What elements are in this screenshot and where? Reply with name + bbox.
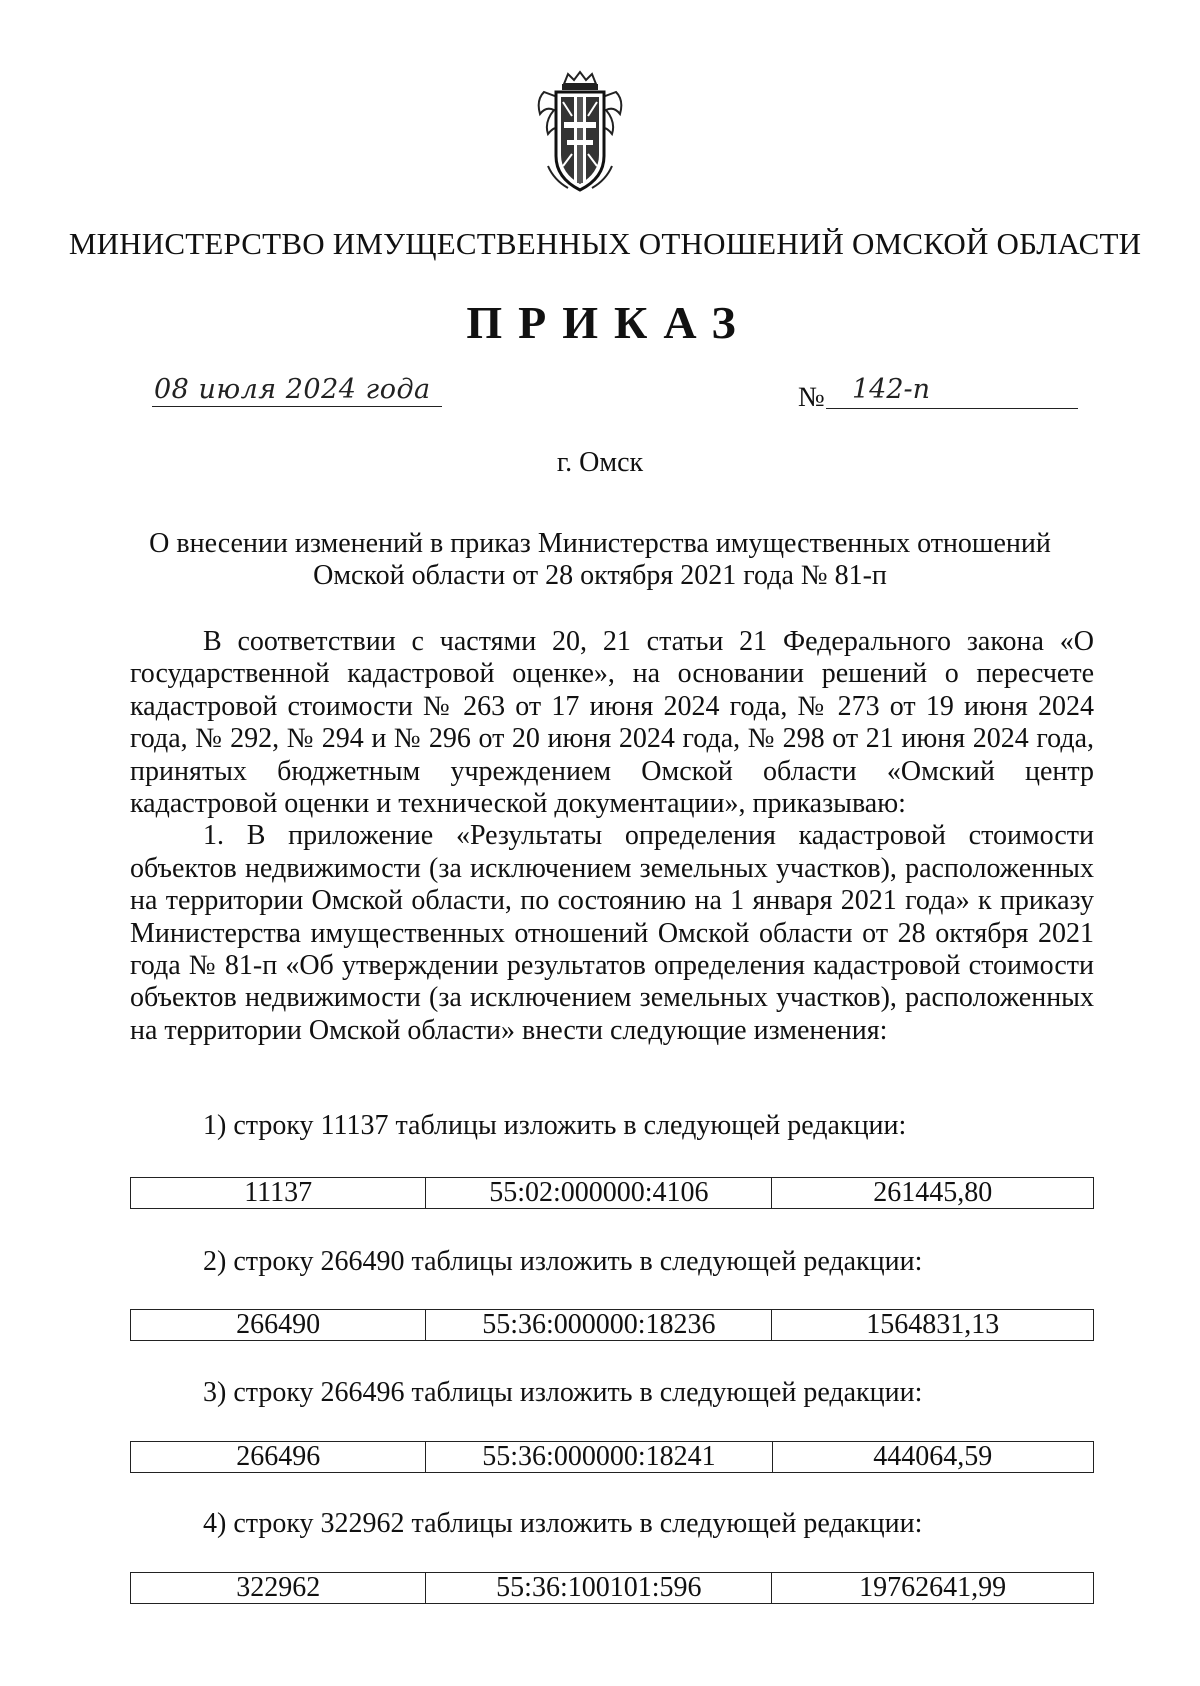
table-row bbox=[131, 1573, 1094, 1604]
table-cell-cadastral-number: 55:36:000000:18241 bbox=[426, 1442, 772, 1473]
preamble-paragraph: В соответствии с частями 20, 21 статьи 21 Федерального закона «О государственной кадастровой оценке», на основании решений о пересчете кадастровой стоимости № 263 от 17 июня 2024 года, № 273 от 19 июня 2024 года, № 292, № 294 и № 296 от 20 июня 2024 года, № 298 от 21 июня 2024 года, принятых бюджетным учреждением Омской области «Омский центр кадастровой оценки и технической документации», приказываю: bbox=[130, 626, 1094, 820]
replacement-row-table bbox=[130, 1177, 1094, 1209]
table-cell-cadastral-number: 55:36:000000:18236 bbox=[426, 1310, 772, 1341]
change-heading: 3) строку 266496 таблицы изложить в следующей редакции: bbox=[203, 1377, 923, 1408]
coat-of-arms-icon bbox=[534, 70, 626, 196]
ministry-name: МИНИСТЕРСТВО ИМУЩЕСТВЕННЫХ ОТНОШЕНИЙ ОМСКОЙ ОБЛАСТИ bbox=[68, 226, 1142, 261]
table-cell-cadastral-value: 1564831,13 bbox=[772, 1310, 1094, 1341]
table-cell-row-number: 11137 bbox=[131, 1178, 426, 1209]
replacement-row-table bbox=[130, 1572, 1094, 1604]
document-subject bbox=[130, 528, 1070, 592]
subject-line: О внесении изменений в приказ Министерства имущественных отношений bbox=[149, 528, 1051, 559]
subject-line: Омской области от 28 октября 2021 года № 81-п bbox=[313, 560, 887, 591]
table-cell-cadastral-value: 19762641,99 bbox=[772, 1573, 1094, 1604]
city-name: г. Омск bbox=[556, 447, 644, 478]
handwritten-date: 08 июля 2024 года bbox=[152, 374, 442, 407]
table-cell-row-number: 266496 bbox=[131, 1442, 426, 1473]
document-body bbox=[130, 626, 1094, 1047]
item-1-paragraph: 1. В приложение «Результаты определения кадастровой стоимости объектов недвижимости (за исключением земельных участков), расположенных на территории Омской области, по состоянию на 1 января 2021 года» к приказу Министерства имущественных отношений Омской области от 28 октября 2021 года № 81-п «Об утверждении результатов определения кадастровой стоимости объектов недвижимости (за исключением земельных участков), расположенных на территории Омской области» внести следующие изменения: bbox=[130, 820, 1094, 1046]
number-label: № bbox=[798, 382, 825, 413]
table-row bbox=[131, 1178, 1094, 1209]
table-cell-row-number: 266490 bbox=[131, 1310, 426, 1341]
table-cell-cadastral-number: 55:36:100101:596 bbox=[426, 1573, 772, 1604]
change-heading: 2) строку 266490 таблицы изложить в следующей редакции: bbox=[203, 1246, 923, 1277]
change-heading: 4) строку 322962 таблицы изложить в следующей редакции: bbox=[203, 1508, 923, 1539]
change-heading: 1) строку 11137 таблицы изложить в следующей редакции: bbox=[203, 1110, 907, 1141]
table-cell-cadastral-number: 55:02:000000:4106 bbox=[426, 1178, 772, 1209]
table-row bbox=[131, 1310, 1094, 1341]
handwritten-number: 142-п bbox=[852, 374, 931, 405]
replacement-row-table bbox=[130, 1309, 1094, 1341]
table-cell-cadastral-value: 444064,59 bbox=[772, 1442, 1093, 1473]
document-type-title: ПРИКАЗ bbox=[466, 297, 752, 348]
table-cell-row-number: 322962 bbox=[131, 1573, 426, 1604]
replacement-row-table bbox=[130, 1441, 1094, 1473]
table-row bbox=[131, 1442, 1094, 1473]
table-cell-cadastral-value: 261445,80 bbox=[772, 1178, 1094, 1209]
number-underline bbox=[826, 408, 1078, 409]
